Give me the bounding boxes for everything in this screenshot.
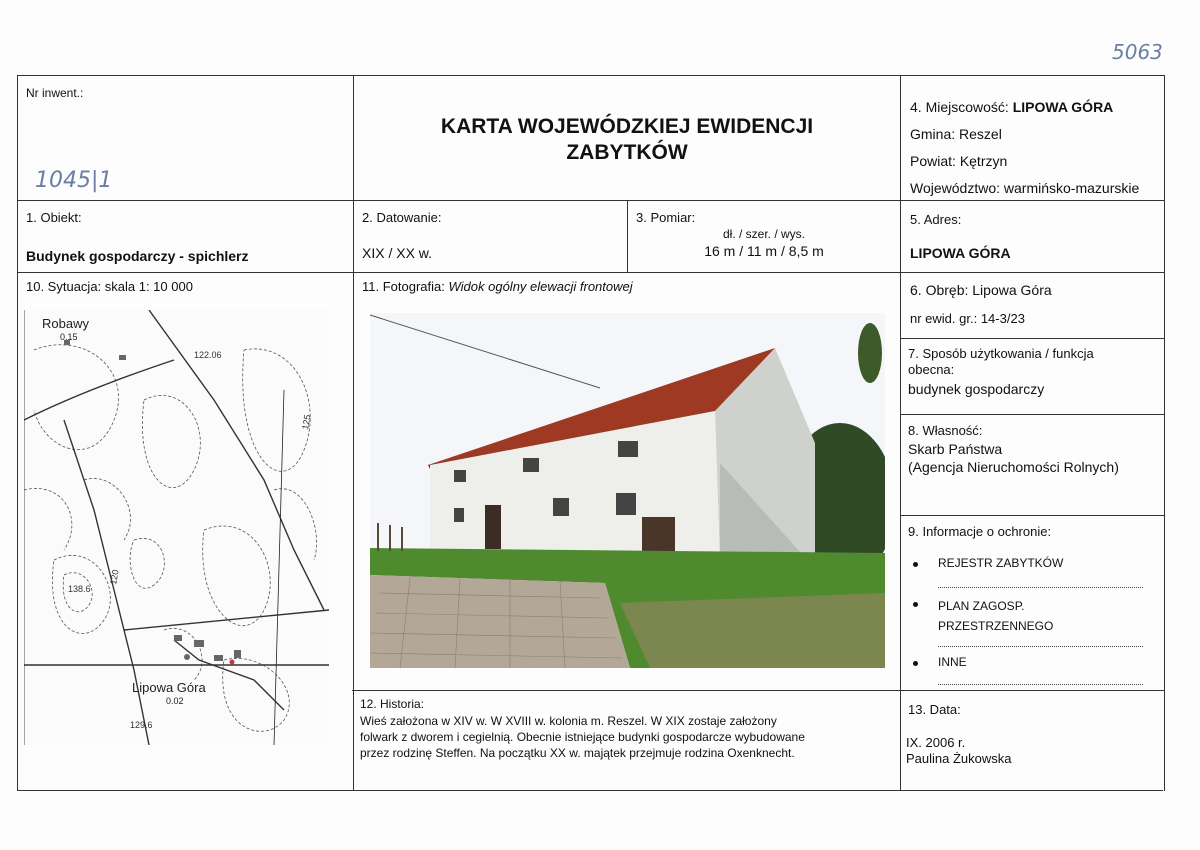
adres-value: LIPOWA GÓRA [910, 245, 1011, 261]
data-value-date: IX. 2006 r. [906, 735, 966, 750]
sposob-value: budynek gospodarczy [908, 381, 1045, 397]
ochrona-item-1: REJESTR ZABYTKÓW [938, 556, 1064, 570]
ochrona-bullet-2 [913, 602, 918, 607]
miejscowosc-value: LIPOWA GÓRA [1012, 99, 1114, 115]
ochrona-dots-1 [938, 587, 1143, 588]
obreb-row [910, 282, 1052, 298]
ewid-value: 14-3/23 [980, 311, 1025, 326]
map-height-3: 125 [300, 413, 313, 431]
obreb-value: Lipowa Góra [972, 282, 1052, 298]
map-label-lipowa-num: 0.02 [166, 696, 184, 706]
historia-label: 12. Historia: [360, 697, 425, 711]
gmina-label: Gmina: [910, 126, 956, 142]
sytuacja-label: 10. Sytuacja: skala 1: 10 000 [26, 279, 193, 294]
data-label: 13. Data: [908, 702, 961, 717]
historia-line-1: Wieś założona w XIV w. W XVIII w. kolonia m. Reszel. W XIX zostaje założony [360, 714, 777, 728]
map-height-4: 129.6 [130, 720, 153, 730]
map-height-2: 120 [108, 568, 121, 586]
datowanie-value: XIX / XX w. [362, 245, 433, 261]
powiat-label: Powiat: [910, 153, 956, 169]
ochrona-item-3: INNE [938, 655, 967, 669]
ochrona-dots-2 [938, 646, 1143, 647]
page-title-line2: ZABYTKÓW [566, 141, 688, 164]
ochrona-bullet-3 [913, 661, 918, 666]
sposob-label [908, 346, 1094, 378]
wojewodztwo-label: Województwo: [910, 180, 1001, 196]
ochrona-item-2-line1: PLAN ZAGOSP. [938, 599, 1025, 613]
obreb-label: 6. Obręb: [910, 282, 969, 298]
sposob-label-line1: 7. Sposób użytkowania / funkcja [908, 346, 1094, 361]
page-title-line1: KARTA WOJEWÓDZKIEJ EWIDENCJI [440, 115, 814, 138]
ewid-row [910, 311, 1025, 326]
fotografia-caption-row [362, 279, 633, 294]
map-label-lipowa: Lipowa Góra [132, 680, 206, 695]
wojewodztwo-value: warmińsko-mazurskie [1003, 180, 1140, 196]
pomiar-value: 16 m / 11 m / 8,5 m [704, 243, 824, 259]
pomiar-sub: dł. / szer. / wys. [722, 227, 806, 241]
building-photo [370, 313, 885, 668]
map-label-robawy: Robawy [42, 316, 89, 331]
nr-inwent-label: Nr inwent.: [26, 86, 84, 100]
ochrona-dots-3 [938, 684, 1143, 685]
historia-line-3: przez rodzinę Steffen. Na początku XX w. majątek przejmuje rodzina Oxenknecht. [360, 746, 795, 760]
page-title [354, 114, 900, 166]
sposob-label-line2: obecna: [908, 362, 955, 377]
nr-inwent-value: 1045|1 [35, 168, 113, 193]
situation-map [24, 310, 329, 745]
photo-drawing [370, 313, 885, 668]
map-height-1: 138.6 [68, 584, 91, 594]
historia-line-2: folwark z dworem i cegielnią. Obecnie istniejące budynki gospodarcze wybudowane [360, 730, 805, 744]
location-block [910, 94, 1139, 202]
map-height-5: 122.06 [194, 350, 222, 360]
miejscowosc-label: 4. Miejscowość: [910, 99, 1009, 115]
map-drawing [24, 310, 329, 745]
ochrona-item-2-line2: PRZESTRZENNEGO [938, 619, 1054, 633]
powiat-value: Kętrzyn [959, 153, 1008, 169]
fotografia-caption: Widok ogólny elewacji frontowej [448, 279, 633, 294]
historia-text [360, 713, 805, 761]
adres-label: 5. Adres: [910, 212, 962, 227]
ochrona-label: 9. Informacje o ochronie: [908, 524, 1052, 539]
map-label-robawy-num: 0.15 [60, 332, 78, 342]
ewid-label: nr ewid. gr.: [910, 311, 978, 326]
obiekt-value: Budynek gospodarczy - spichlerz [26, 248, 249, 264]
corner-number: 5063 [1112, 40, 1163, 64]
wlasnosc-label: 8. Własność: [908, 423, 983, 438]
data-value [906, 735, 1012, 767]
wlasnosc-value-line2: (Agencja Nieruchomości Rolnych) [908, 459, 1119, 475]
datowanie-label: 2. Datowanie: [362, 210, 442, 225]
gmina-value: Reszel [959, 126, 1002, 142]
wlasnosc-value [908, 440, 1119, 476]
wlasnosc-value-line1: Skarb Państwa [908, 441, 1003, 457]
pomiar-label: 3. Pomiar: [636, 210, 696, 225]
data-value-author: Paulina Żukowska [906, 751, 1012, 766]
obiekt-label: 1. Obiekt: [26, 210, 82, 225]
fotografia-label: 11. Fotografia: [362, 279, 445, 294]
ochrona-bullet-1 [913, 562, 918, 567]
ochrona-item-2 [938, 596, 1053, 636]
